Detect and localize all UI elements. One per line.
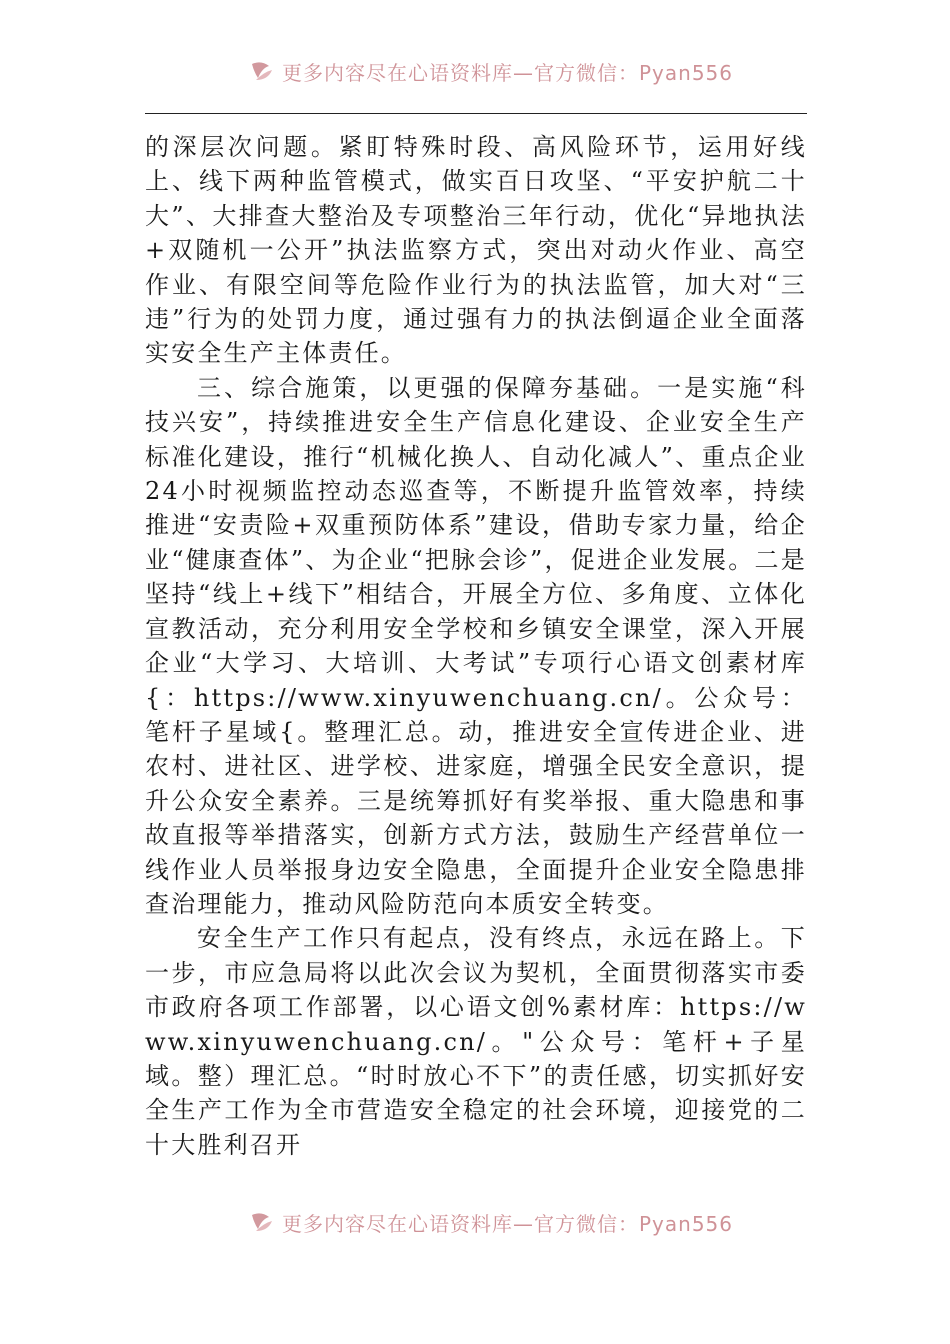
watermark-logo-icon	[248, 58, 274, 84]
paragraph-3: 安全生产工作只有起点，没有终点，永远在路上。下一步，市应急局将以此次会议为契机，全面贯彻落实市委市政府各项工作部署，以心语文创%素材库：https://www.xinyuwenchuang.cn/。"公众号：笔杆+子星域。整）理汇总。“时时放心不下”的责任感，切实抓好安全生产工作为全市营造安全稳定的社会环境，迎接党的二十大胜利召开	[145, 924, 807, 1159]
footer-watermark-text: 更多内容尽在心语资料库—官方微信：Pyan556	[282, 1211, 734, 1236]
header-watermark-text: 更多内容尽在心语资料库—官方微信：Pyan556	[282, 60, 734, 85]
page-header-watermark	[248, 54, 768, 88]
document-body	[145, 130, 807, 1162]
page-footer-watermark	[248, 1205, 768, 1239]
header-divider	[145, 113, 807, 114]
watermark-logo-icon	[248, 1209, 274, 1235]
paragraph-1: 的深层次问题。紧盯特殊时段、高风险环节，运用好线上、线下两种监管模式，做实百日攻坚、“平安护航二十大”、大排查大整治及专项整治三年行动，优化“异地执法+双随机一公开”执法监察方式，突出对动火作业、高空作业、有限空间等危险作业行为的执法监管，加大对“三违”行为的处罚力度，通过强有力的执法倒逼企业全面落实安全生产主体责任。	[145, 133, 807, 368]
paragraph-2: 三、综合施策，以更强的保障夯基础。一是实施“科技兴安”，持续推进安全生产信息化建设、企业安全生产标准化建设，推行“机械化换人、自动化减人”、重点企业24小时视频监控动态巡查等，不断提升监管效率，持续推进“安责险+双重预防体系”建设，借助专家力量，给企业“健康查体”、为企业“把脉会诊”，促进企业发展。二是坚持“线上+线下”相结合，开展全方位、多角度、立体化宣教活动，充分利用安全学校和乡镇安全课堂，深入开展企业“大学习、大培训、大考试”专项行心语文创素材库{：https://www.xinyuwenchuang.cn/。公众号：笔杆子星域{。整理汇总。动，推进安全宣传进企业、进农村、进社区、进学校、进家庭，增强全民安全意识，提升公众安全素养。三是统筹抓好有奖举报、重大隐患和事故直报等举措落实，创新方式方法，鼓励生产经营单位一线作业人员举报身边安全隐患，全面提升企业安全隐患排查治理能力，推动风险防范向本质安全转变。	[145, 373, 807, 918]
